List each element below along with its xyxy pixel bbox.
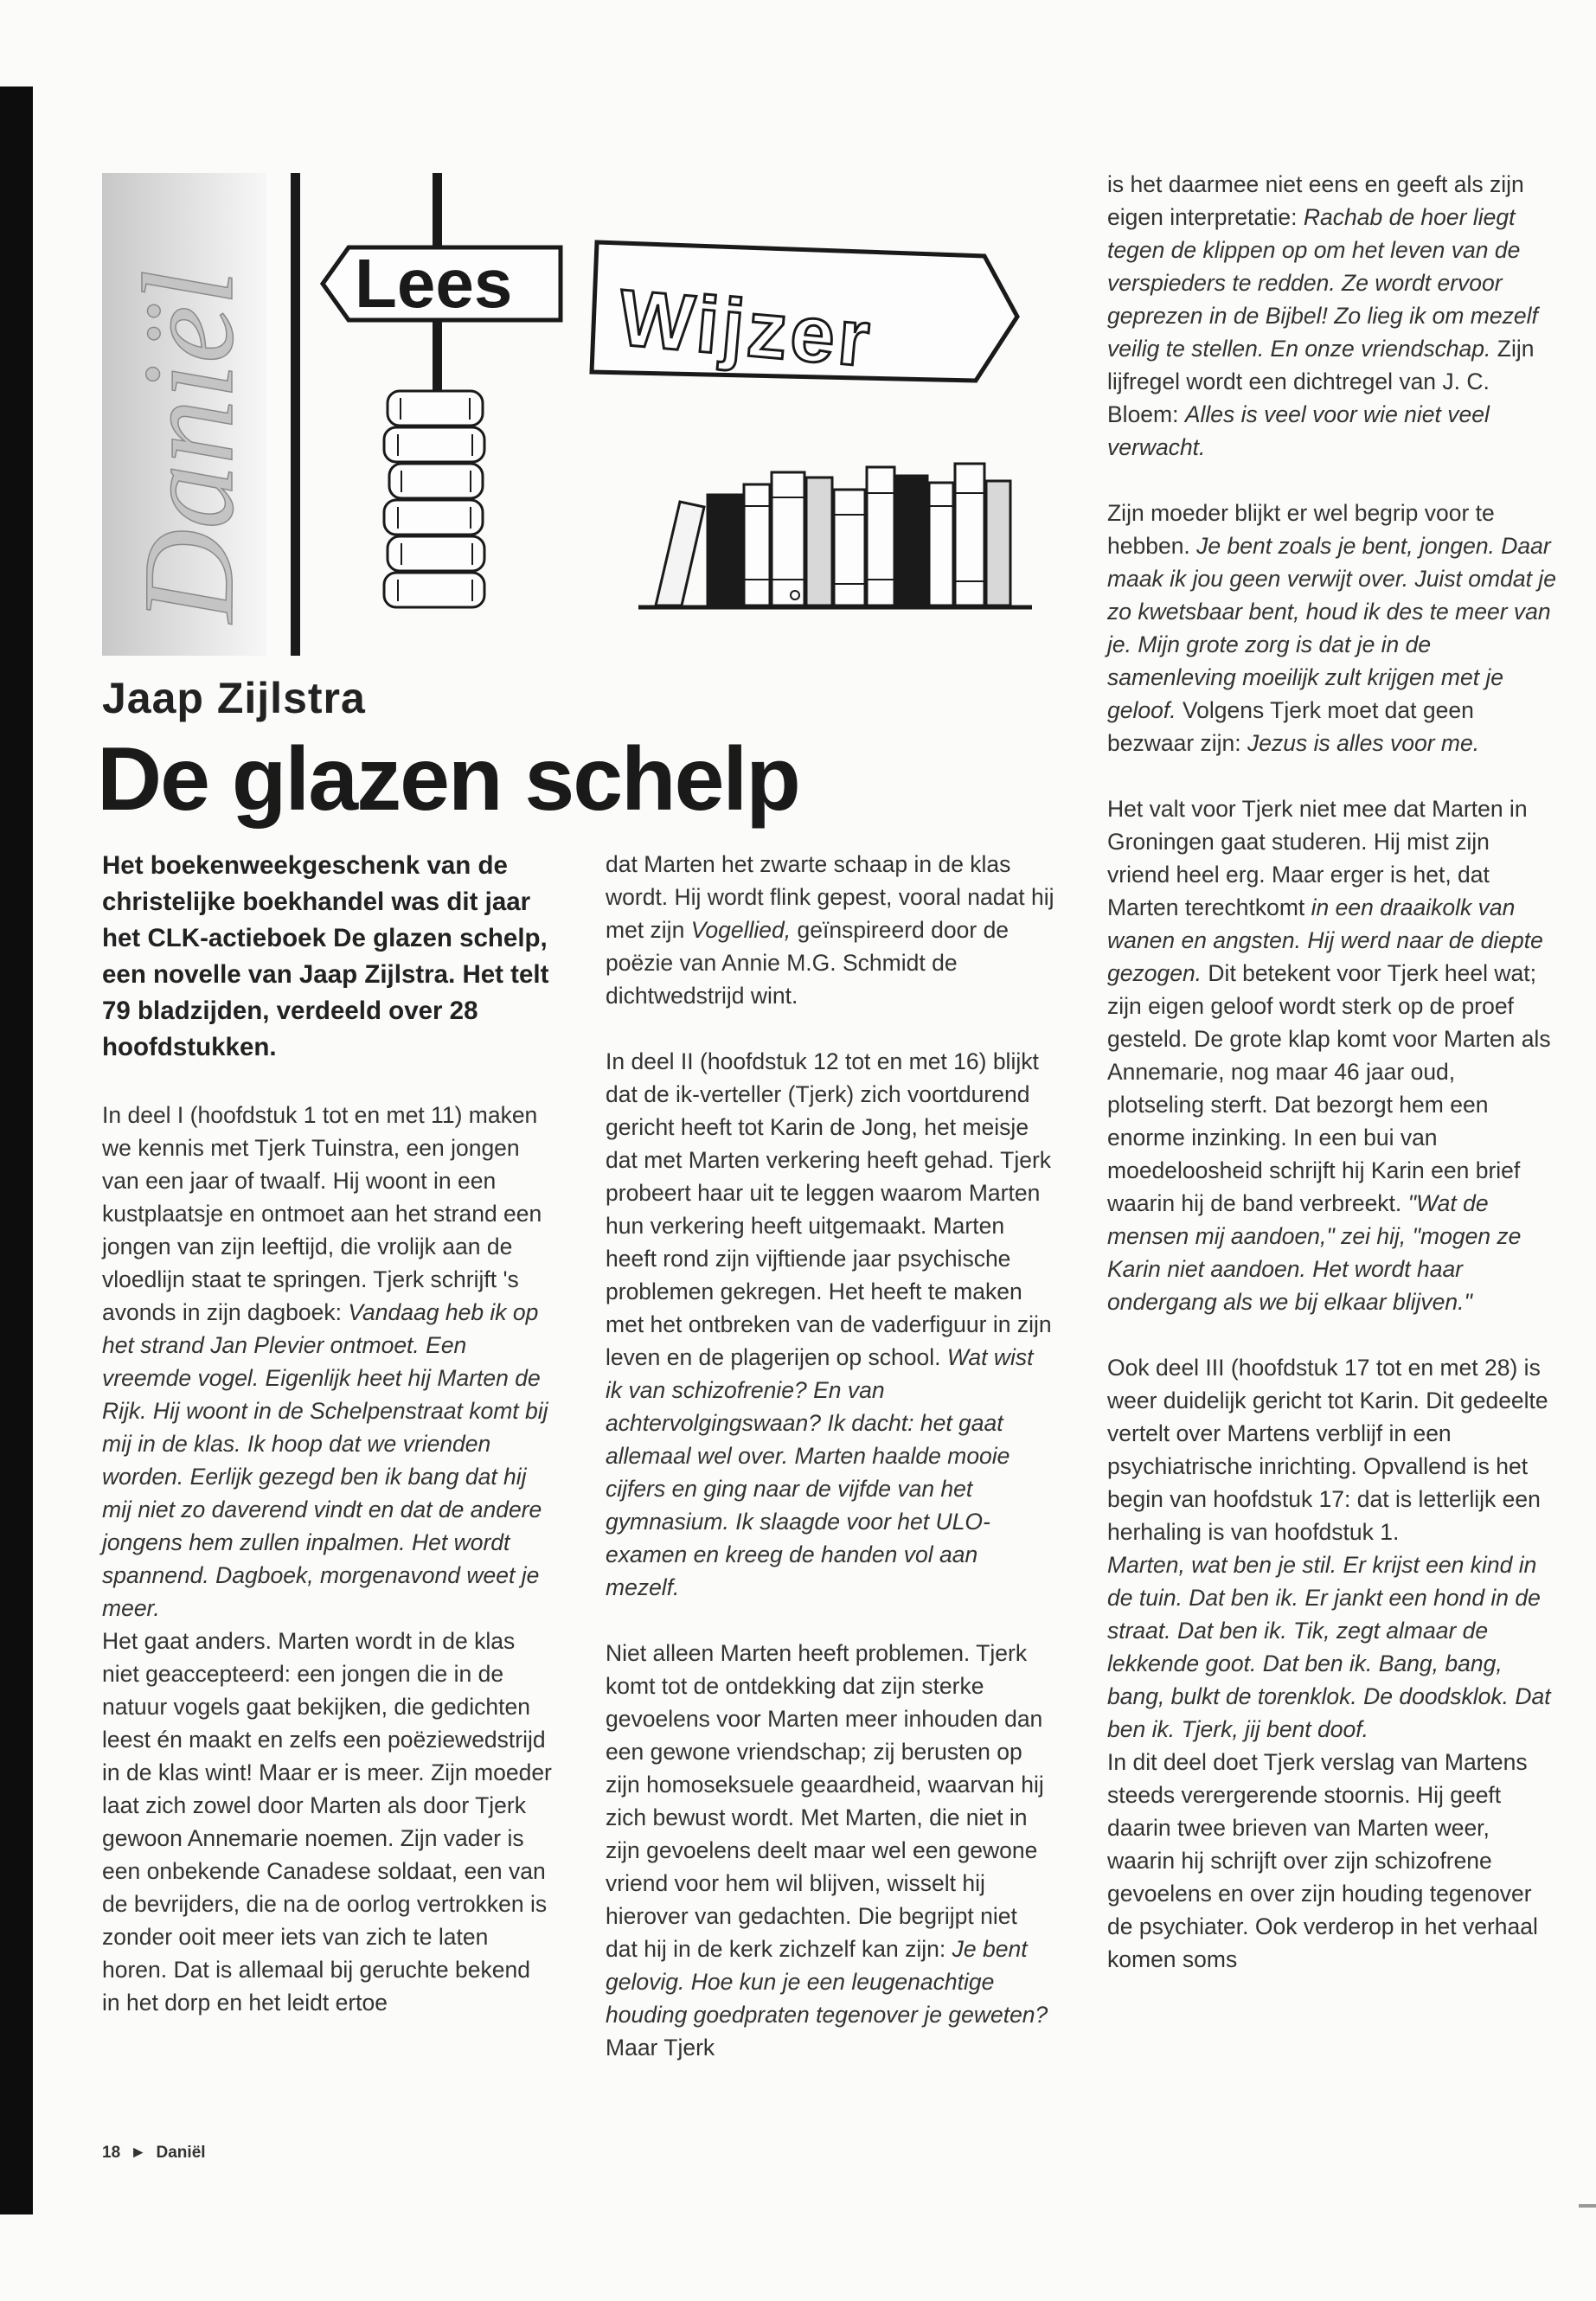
article-title: De glazen schelp xyxy=(97,729,799,830)
page-footer xyxy=(102,2144,206,2163)
paragraph: Ook deel III (hoofdstuk 17 tot en met 28) is weer duidelijk gericht tot Karin. Dit gedeelte vertelt over Martens verblijf in een psychiatrische inrichting. Opvallend is het begin van hoofdstuk 17: dat is letterlijk een herhaling is van hoofdstuk 1. xyxy=(1107,1355,1548,1545)
leeswijzer-banner xyxy=(102,173,1036,656)
signpost-left xyxy=(291,173,300,656)
paragraph: Het valt voor Tjerk niet mee dat Marten in Groningen gaat studeren. Hij mist zijn vriend heel erg. Maar erger is het, dat Marten terechtkomt in een draaikolk van wanen en angsten. Hij werd naar de diepte gezogen. Dit betekent voor Tjerk heel wat; zijn eigen geloof wordt sterk op de proef gesteld. De grote klap komt voor Marten als Annemarie, nog maar 46 jaar oud, plotseling sterft. Dat bezorgt hem een enorme inzinking. In een bui van moedeloosheid schrijft hij Karin een brief waarin hij de band verbreekt. "Wat de mensen mij aandoen," zei hij, "mogen ze Karin niet aandoen. Het wordt haar ondergang als we bij elkaar blijven." xyxy=(1107,796,1551,1315)
brand-logo: Daniël xyxy=(117,269,260,623)
paragraph: In deel I (hoofdstuk 1 tot en met 11) maken we kennis met Tjerk Tuinstra, een jongen van een jaar of twaalf. Hij woont in een kustplaatsje en ontmoet aan het strand een jongen van zijn leeftijd, die vrolijk aan de vloedlijn staat te springen. Tjerk schrijft 's avonds in zijn dagboek: Vandaag heb ik op het strand Jan Plevier ontmoet. Een vreemde vogel. Eigenlijk heet hij Marten de Rijk. Hij woont in de Schelpenstraat komt bij mij in de klas. Ik hoop dat we vrienden worden. Eerlijk gezegd ben ik bang dat hij mij niet zo daverend vindt en dat de andere jongens hem zullen inpalmen. Het wordt spannend. Dagboek, morgenavond weet je meer. xyxy=(102,1102,548,1621)
banner-illustration xyxy=(102,173,1036,656)
paragraph: dat Marten het zwarte schaap in de klas wordt. Hij wordt flink gepest, vooral nadat hij met zijn Vogellied, geïnspireerd door de poëzie van Annie M.G. Schmidt de dichtwedstrijd wint. xyxy=(606,851,1054,1009)
article-author: Jaap Zijlstra xyxy=(102,674,366,722)
shelf-books xyxy=(656,464,1010,606)
column-3 xyxy=(1107,168,1557,2009)
magazine-name: Daniël xyxy=(156,2144,206,2162)
paragraph: Zijn moeder blijkt er wel begrip voor te hebben. Je bent zoals je bent, jongen. Daar maak ik jou geen verwijt over. Juist omdat je zo kwetsbaar bent, houd ik des te meer van je. Mijn grote zorg is dat je in de samenleving moeilijk zult krijgen met je geloof. Volgens Tjerk moet dat geen bezwaar zijn: Jezus is alles voor me. xyxy=(1107,500,1556,756)
scan-mark xyxy=(1579,2204,1596,2208)
scan-edge xyxy=(0,87,33,2214)
stacked-books xyxy=(384,391,484,607)
paragraph: In dit deel doet Tjerk verslag van Martens steeds verergerende stoornis. Hij geeft daarin twee brieven van Marten weer, waarin hij schrijft over zijn schizofrene gevoelens en over zijn houding tegenover de psychiater. Ook verderop in het verhaal komen soms xyxy=(1107,1749,1538,1972)
article-lead: Het boekenweekgeschenk van de christelijke boekhandel was dit jaar het CLK-actieboek De glazen schelp, een novelle van Jaap Zijlstra. Het telt 79 bladzijden, verdeeld over 28 hoofdstukken. xyxy=(102,851,549,1061)
paragraph: Niet alleen Marten heeft problemen. Tjerk komt tot de ontdekking dat zijn sterke gevoelens voor Marten meer inhouden dan een gewone vriendschap; zij berusten op zijn homoseksuele geaardheid, waarvan hij zich bewust wordt. Met Marten, die niet in zijn gevoelens deelt maar wel een gewone vriend voor hem wil blijven, wisselt hij hierover van gedachten. Die begrijpt niet dat hij in de kerk zichzelf kan zijn: Je bent gelovig. Hoe kun je een leugenachtige houding goedpraten tegenover je geweten? Maar Tjerk xyxy=(606,1640,1048,2061)
paragraph: In deel II (hoofdstuk 12 tot en met 16) blijkt dat de ik-verteller (Tjerk) zich voortdurend gericht heeft tot Karin de Jong, het meisje dat met Marten verkering heeft gehad. Tjerk probeert haar uit te leggen waarom Marten hun verkering heeft uitgemaakt. Marten heeft rond zijn vijftiende jaar psychische problemen gekregen. Het heeft te maken met het ontbreken van de vaderfiguur in zijn leven en de plagerijen op school. Wat wist ik van schizofrenie? En van achtervolgingswaan? Ik dacht: het gaat allemaal wel over. Marten haalde mooie cijfers en ging naar de vijfde van het gymnasium. Ik slaagde voor het ULO-examen en kreeg de handen vol aan mezelf. xyxy=(606,1048,1052,1600)
lees-sign-label: Lees xyxy=(355,245,513,322)
arrow-icon: ► xyxy=(130,2144,147,2162)
paragraph: Het gaat anders. Marten wordt in de klas niet geaccepteerd: een jongen die in de natuur vogels gaat bekijken, die gedichten leest én maakt en zelfs een poëziewedstrijd in de klas wint! Maar er is meer. Zijn moeder laat zich zowel door Marten als door Tjerk gewoon Annemarie noemen. Zijn vader is een onbekende Canadese soldaat, een van de bevrijders, die na de oorlog vertrokken is zonder ooit meer iets van zich te laten horen. Dat is allemaal bij geruchte bekend in het dorp en het leidt ertoe xyxy=(102,1628,552,2016)
column-2 xyxy=(606,848,1055,2097)
page-number: 18 xyxy=(102,2144,121,2162)
column-1 xyxy=(102,848,552,2052)
poem-quote: Marten, wat ben je stil. Er krijst een kind in de tuin. Dat ben ik. Er jankt een hond in de straat. Dat ben ik. Tik, zegt almaar de lekkende goot. Dat ben ik. Bang, bang, bang, bulkt de torenklok. De doodsklok. Dat ben ik. Tjerk, jij bent doof. xyxy=(1107,1552,1551,1742)
paragraph: is het daarmee niet eens en geeft als zijn eigen interpretatie: Rachab de hoer liegt tegen de klippen op om het leven van de verspieders te redden. Ze wordt ervoor geprezen in de Bijbel! Zo lieg ik om mezelf veilig te stellen. En onze vriendschap. Zijn lijfregel wordt een dichtregel van J. C. Bloem: Alles is veel voor wie niet veel verwacht. xyxy=(1107,171,1538,460)
wijzer-sign-label: Wijzer xyxy=(615,273,877,384)
